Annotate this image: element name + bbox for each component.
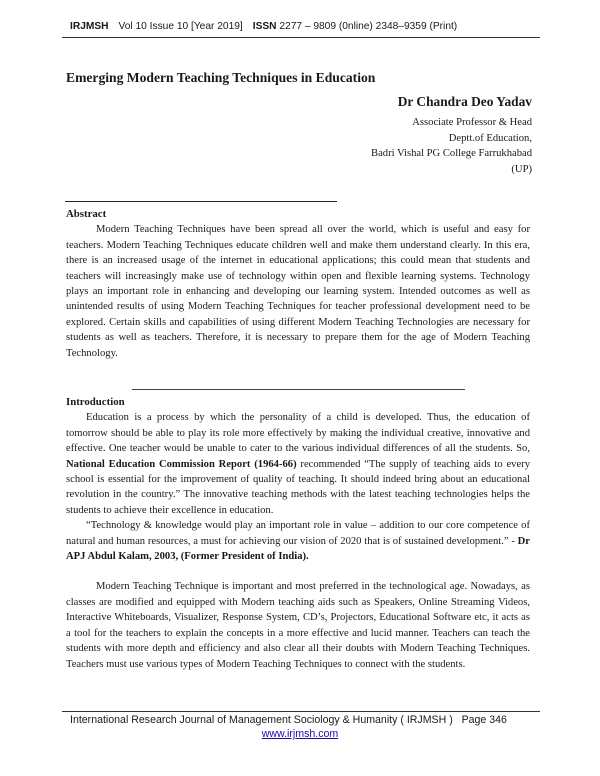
abstract-separator	[65, 201, 337, 202]
intro-text: Education is a process by which the personality of a child is developed. Thus, the education of tomorrow should be able to play its role more effectively by making the individual creative, innovative and effective. One teacher would be unable to cater to the various individual differences of all the students. So,	[66, 412, 530, 455]
introduction-heading: Introduction	[66, 396, 125, 408]
intro-text: recommended “The supply of teaching aids to every school is essential for the improvement of quality of teaching. It should indeed bring about an educational revolution in the country.” The innovative teaching methods with the latest teaching technologies helps the students to achieve their excellence in education.	[66, 458, 530, 516]
affiliation-line: Associate Professor & Head	[412, 117, 532, 128]
page-number: Page 346	[461, 714, 507, 726]
volume-info: Vol 10 Issue 10 [Year 2019]	[118, 21, 243, 32]
journal-url-link[interactable]: www.irjmsh.com	[261, 728, 339, 740]
journal-abbrev: IRJMSH	[70, 21, 109, 32]
affiliation-line: (UP)	[511, 163, 532, 175]
affiliation-line: Badri Vishal PG College Farrukhabad	[371, 148, 532, 159]
running-footer	[70, 714, 540, 726]
author-name: Dr Chandra Deo Yadav	[397, 94, 532, 109]
section-separator	[132, 389, 465, 390]
intro-paragraph-2	[66, 518, 530, 564]
footer-journal-name: International Research Journal of Management Sociology & Humanity ( IRJMSH )	[70, 714, 453, 726]
affiliation	[232, 115, 532, 177]
abstract-heading: Abstract	[66, 208, 107, 220]
introduction-section	[66, 395, 530, 672]
paper-title: Emerging Modern Teaching Techniques in Education	[66, 70, 376, 85]
intro-paragraph-1	[66, 410, 530, 518]
abstract-section	[66, 207, 530, 361]
intro-paragraph-3: Modern Teaching Technique is important and most preferred in the technological age. Nowadays, as classes are modified and equipped with Modern teaching aids such as Speakers, Online Streaming Videos, Interactive Whiteboards, Visualizer, Response System, CD’s, Projectors, Educational Software etc, it acts as a tool for the teachers to explain the concepts in a more effective and lucid manner. Teachers can teach the students with more depth and efficiency and also clear all their doubts with Modern Teaching Techniques. Teachers must use various types of Modern Teaching Techniques to connect with the students.	[66, 581, 530, 670]
footer-rule	[62, 711, 540, 712]
abstract-text: Modern Teaching Techniques have been spread all over the world, which is useful and easy for teachers. Modern Teaching Techniques educate children well and make them understand clearly. In this era, there is an increased usage of the internet in educational applications; this could mean that students and teachers will increasingly make use of technology within open and flexible learning systems. Technology plays an important role in enhancing and developing our learning system. Intended outcomes as well as unintended results of using Modern Teaching Techniques for teacher professional development need to be explored. Certain skills and capabilities of using different Modern Teaching Technologies are necessary for students as well as teachers. Therefore, it is necessary to prepare them for the age of Modern Teaching Technology.	[66, 224, 530, 359]
kalam-quote: “Technology & knowledge would play an important role in value – addition to our core competence of natural and human resources, a must for achieving our vision of 2020 that is of sustained development.” -	[66, 520, 530, 547]
running-header	[70, 21, 540, 32]
issn-label: ISSN	[252, 21, 277, 32]
issn-value: 2277 – 9809 (0nline) 2348–9359 (Print)	[279, 21, 458, 32]
commission-report-ref: National Education Commission Report (1964-66)	[66, 458, 297, 470]
kalam-citation: Dr APJ Abdul Kalam, 2003, (Former President of India).	[66, 535, 530, 563]
affiliation-line: Deptt.of Education,	[448, 132, 532, 144]
header-rule	[62, 37, 540, 38]
